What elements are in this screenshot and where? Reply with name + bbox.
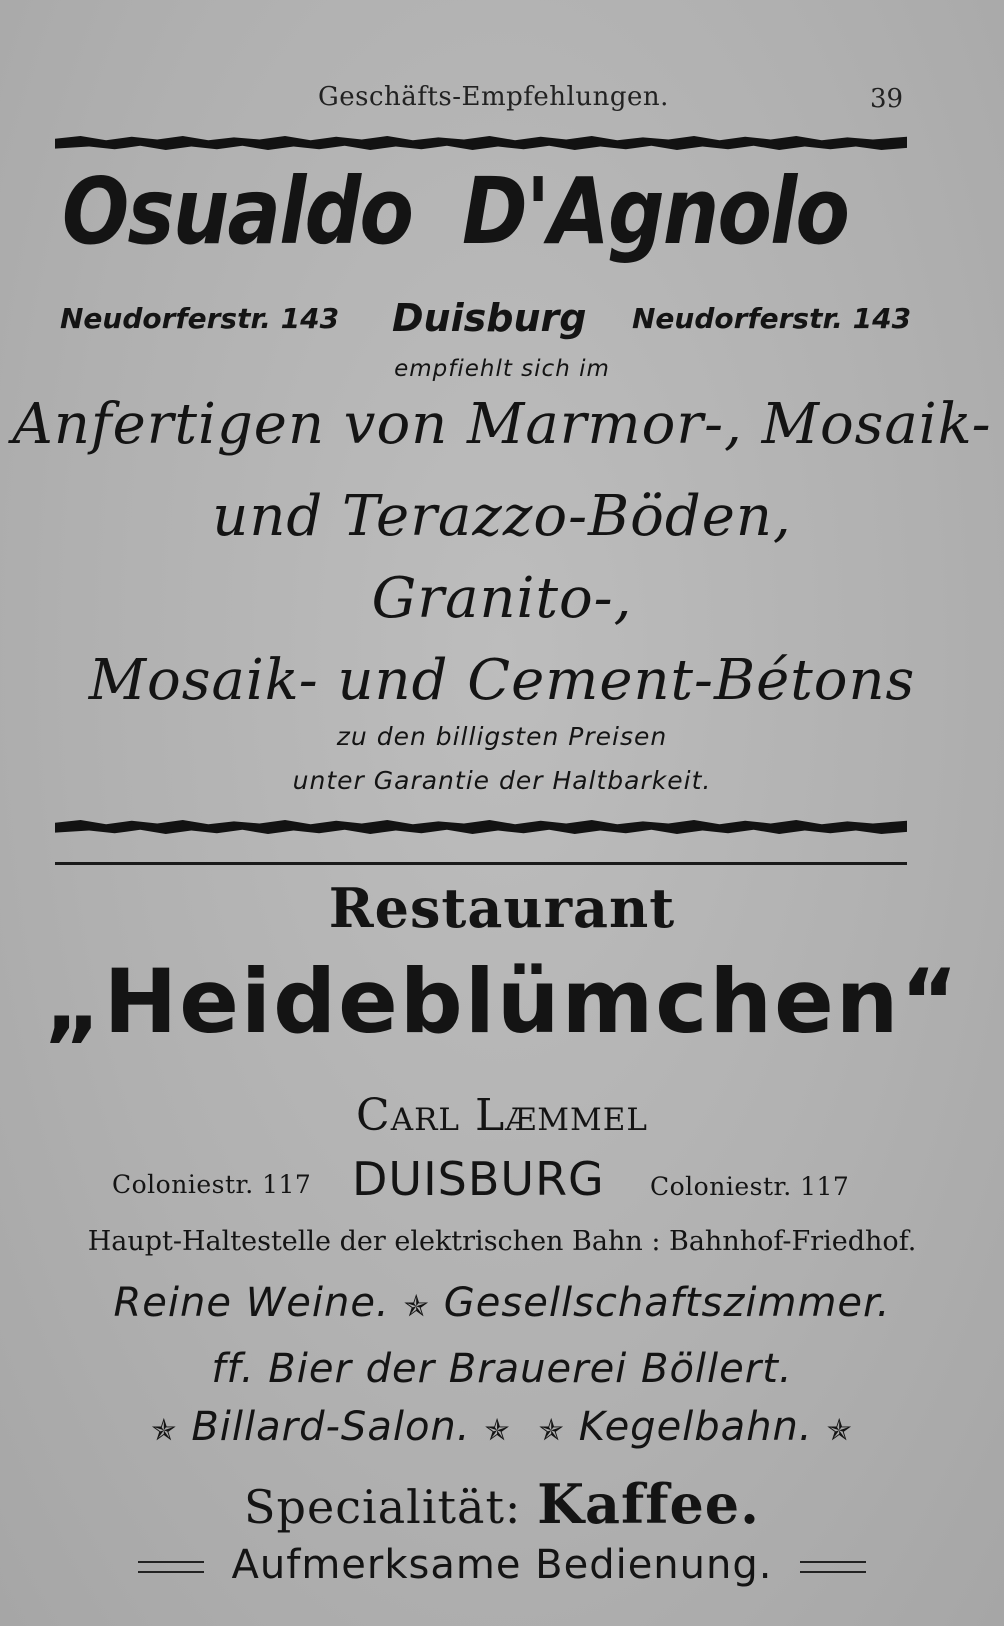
guarantee-note: unter Garantie der Haltbarkeit. bbox=[292, 766, 712, 795]
offer-wine: Reine Weine. bbox=[113, 1280, 390, 1326]
restaurant-address-right: Coloniestr. 117 bbox=[650, 1172, 850, 1201]
star-icon: ✯ bbox=[151, 1413, 178, 1448]
restaurant-address-left: Coloniestr. 117 bbox=[112, 1170, 312, 1199]
restaurant-name: „Heideblümchen“ bbox=[43, 950, 961, 1053]
service-line-3: Granito-, bbox=[371, 566, 633, 631]
page-number: 39 bbox=[870, 84, 904, 114]
service-line-2: und Terazzo-Böden, bbox=[212, 484, 792, 549]
ornamental-rule-top bbox=[55, 136, 907, 150]
offer-line-3 bbox=[0, 1404, 1004, 1450]
offer-line-2: ff. Bier der Brauerei Böllert. bbox=[211, 1346, 793, 1392]
specialty-item: Kaffee. bbox=[537, 1472, 760, 1536]
restaurant-city: DUISBURG bbox=[352, 1152, 605, 1206]
service-text: Aufmerksame Bedienung. bbox=[231, 1542, 773, 1588]
offer-party-room: Gesellschaftszimmer. bbox=[443, 1280, 891, 1326]
recommend-line: empfiehlt sich im bbox=[394, 356, 610, 382]
advertiser-address-right: Neudorferstr. 143 bbox=[632, 302, 912, 335]
offer-line-1 bbox=[0, 1280, 1004, 1326]
restaurant-label: Restaurant bbox=[328, 876, 676, 940]
divider-rule bbox=[55, 862, 907, 865]
star-icon: ✯ bbox=[403, 1289, 430, 1324]
star-icon: ✯ bbox=[538, 1413, 565, 1448]
double-dash-right bbox=[800, 1561, 866, 1573]
ornamental-rule-bottom bbox=[55, 820, 907, 834]
service-line-4: Mosaik- und Cement-Bétons bbox=[88, 648, 916, 713]
service-line-1: Anfertigen von Marmor-, Mosaik- bbox=[12, 392, 992, 457]
offer-billiards: Billard-Salon. bbox=[191, 1404, 471, 1450]
running-head: Geschäfts-Empfehlungen. bbox=[318, 82, 669, 112]
advertiser-address-left: Neudorferstr. 143 bbox=[60, 302, 340, 335]
specialty-label: Specialität: bbox=[244, 1480, 522, 1534]
offer-bowling: Kegelbahn. bbox=[578, 1404, 813, 1450]
price-note: zu den billigsten Preisen bbox=[336, 722, 668, 751]
double-dash-left bbox=[138, 1561, 204, 1573]
star-icon: ✯ bbox=[484, 1413, 511, 1448]
star-icon: ✯ bbox=[826, 1413, 853, 1448]
advertiser-first-name: Osualdo bbox=[62, 158, 413, 265]
specialty-line bbox=[0, 1472, 1004, 1536]
advertiser-city: Duisburg bbox=[392, 296, 587, 340]
tram-stop-info: Haupt-Haltestelle der elektrischen Bahn : Bahnhof-Friedhof. bbox=[87, 1226, 917, 1257]
advertiser-last-name: D'Agnolo bbox=[462, 158, 849, 265]
owner-name: Carl Læmmel bbox=[356, 1090, 648, 1141]
service-line bbox=[0, 1542, 1004, 1588]
